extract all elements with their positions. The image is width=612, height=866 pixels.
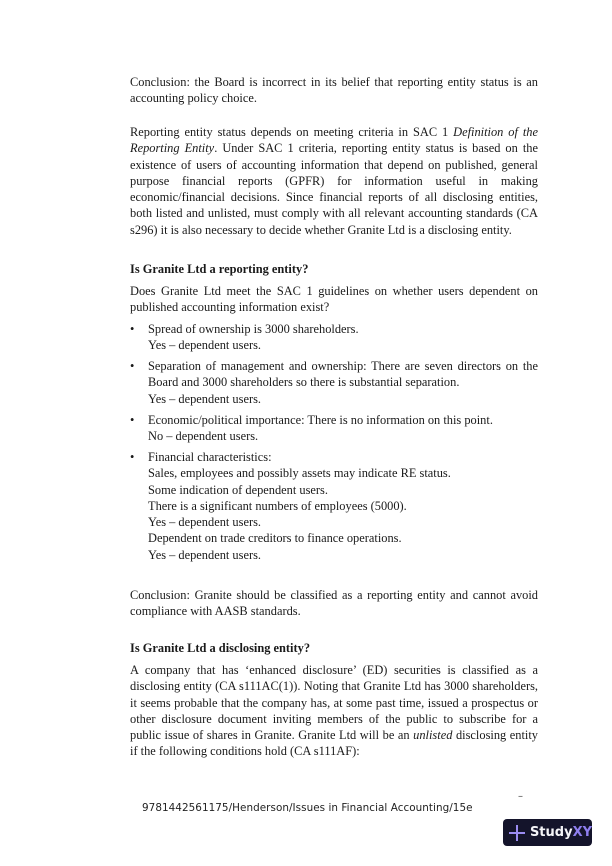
studyxy-badge[interactable] [503, 819, 592, 846]
paragraph-text: disclosing entity if the following conditions hold (CA s111AF): [130, 728, 539, 759]
bullet-line: Economic/political importance: There is no information on this point. [148, 413, 493, 427]
bullet-icon: • [130, 359, 135, 373]
unlisted-italic: unlisted [413, 728, 453, 743]
bullet-line: No – dependent users. [148, 429, 259, 444]
footer-citation: 9781442561175/Henderson/Issues in Financial Accounting/15e [142, 802, 473, 814]
paragraph-text: . Under SAC 1 criteria, reporting entity status is based on the existence of users of accounting information that depend on published, general purpose financial reports (GPFR) for information useful in making economic/financial decisions. Since financial reports of all disclosing entities, both listed and unlisted, must comply with all relevant accounting standards (CA s296) it is also necessary to decide whether Granite Ltd is a disclosing entity. [130, 141, 538, 237]
disclosing-paragraph [130, 662, 538, 760]
bullet-line: Sales, employees and possibly assets may indicate RE status. [148, 466, 451, 481]
bullet-separation [130, 358, 538, 407]
bullet-line: Spread of ownership is 3000 shareholders. [148, 322, 359, 336]
plus-icon [509, 825, 524, 841]
bullet-icon: • [130, 450, 135, 464]
paragraph-text: A company that has ‘enhanced disclosure’ (ED) securities is classified as a disclosing entity (CA s111AC(1)). Noting that Granite Ltd has 3000 shareholders, it seems probable that the company has, at some past time, issued a prospectus or other disclosure document inviting members of the public to subscribe for a public issue of shares in Granite. Granite Ltd will be an [130, 663, 538, 743]
bullet-line: Yes – dependent users. [148, 391, 261, 406]
bullet-financial [130, 449, 538, 563]
paragraph-text: Reporting entity status depends on meeting criteria in SAC 1 [130, 125, 454, 139]
bullet-line: Yes – dependent users. [148, 515, 261, 530]
bullet-line: Separation of management and ownership: There are seven directors on the Board and 3000 shareholders so there is substantial separation. [148, 359, 538, 390]
sac1-title-italic: Definition of the Reporting Entity [130, 125, 538, 156]
conclusion-granite-paragraph: Conclusion: Granite should be classified as a reporting entity and cannot avoid compliance with AASB standards. [130, 588, 538, 619]
sac1-question-paragraph: Does Granite Ltd meet the SAC 1 guidelines on whether users dependent on published accounting information exist? [130, 284, 538, 315]
bullet-economic [130, 412, 538, 445]
bullet-line: There is a significant numbers of employees (5000). [148, 498, 407, 513]
reporting-status-paragraph [130, 124, 538, 238]
bullet-ownership [130, 321, 538, 354]
bullet-line: Yes – dependent users. [148, 547, 261, 562]
bullet-icon: • [130, 322, 135, 336]
bullet-line: Dependent on trade creditors to finance operations. [148, 531, 402, 546]
heading-reporting-entity: Is Granite Ltd a reporting entity? [130, 262, 309, 276]
page-mark: – [518, 791, 523, 802]
bullet-line: Some indication of dependent users. [148, 482, 328, 497]
conclusion-board-paragraph: Conclusion: the Board is incorrect in its belief that reporting entity status is an accounting policy choice. [130, 75, 538, 106]
bullet-line: Financial characteristics: [148, 450, 272, 464]
badge-label-main: Study [529, 825, 573, 840]
bullet-line: Yes – dependent users. [148, 338, 261, 353]
bullet-icon: • [130, 413, 135, 427]
heading-disclosing-entity: Is Granite Ltd a disclosing entity? [130, 641, 311, 655]
badge-label-accent: XY [572, 825, 592, 840]
